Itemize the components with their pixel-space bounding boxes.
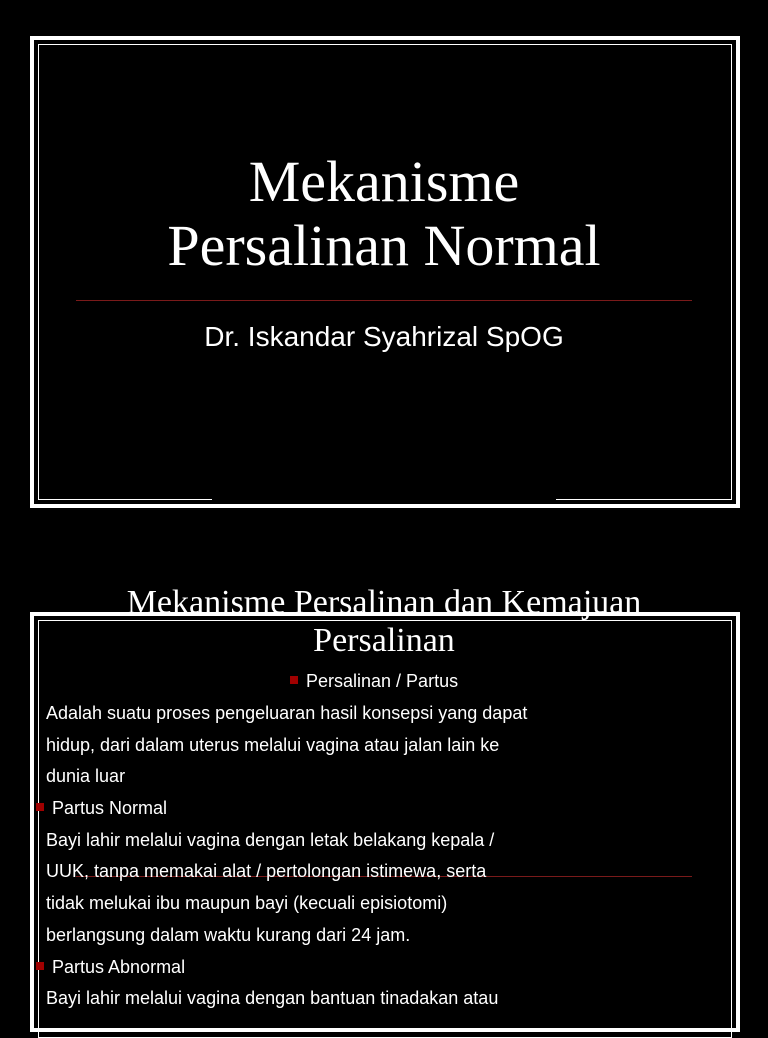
paragraph-line: UUK, tanpa memakai alat / pertolongan istimewa, serta <box>46 861 487 881</box>
paragraph-line: berlangsung dalam waktu kurang dari 24 jam. <box>46 925 411 945</box>
bullet-item <box>290 670 458 692</box>
slide1-title-line2: Persalinan Normal <box>167 213 601 278</box>
square-bullet-icon <box>290 676 298 684</box>
square-bullet-icon <box>36 803 44 811</box>
bullet-text: Partus Abnormal <box>52 957 186 977</box>
paragraph-line: Bayi lahir melalui vagina dengan bantuan tinadakan atau <box>46 988 499 1008</box>
paragraph-line: hidup, dari dalam uterus melalui vagina atau jalan lain ke <box>46 735 500 755</box>
slide2-title-line1: Mekanisme Persalinan dan Kemajuan <box>126 584 642 621</box>
slide1-title-line1: Mekanisme <box>248 149 520 214</box>
paragraph-line: tidak melukai ibu maupun bayi (kecuali episiotomi) <box>46 893 448 913</box>
slide1-subtitle: Dr. Iskandar Syahrizal SpOG <box>204 321 564 352</box>
paragraph-line: Bayi lahir melalui vagina dengan letak belakang kepala / <box>46 830 495 850</box>
bullet-text: Persalinan / Partus <box>306 671 459 691</box>
paragraph-line: Adalah suatu proses pengeluaran hasil konsepsi yang dapat <box>46 703 528 723</box>
bullet-item <box>36 797 167 819</box>
square-bullet-icon <box>36 962 44 970</box>
bullet-item <box>36 956 185 978</box>
bullet-text: Partus Normal <box>52 798 168 818</box>
slide2-title-line2: Persalinan <box>313 622 455 659</box>
paragraph-line: dunia luar <box>46 766 126 786</box>
